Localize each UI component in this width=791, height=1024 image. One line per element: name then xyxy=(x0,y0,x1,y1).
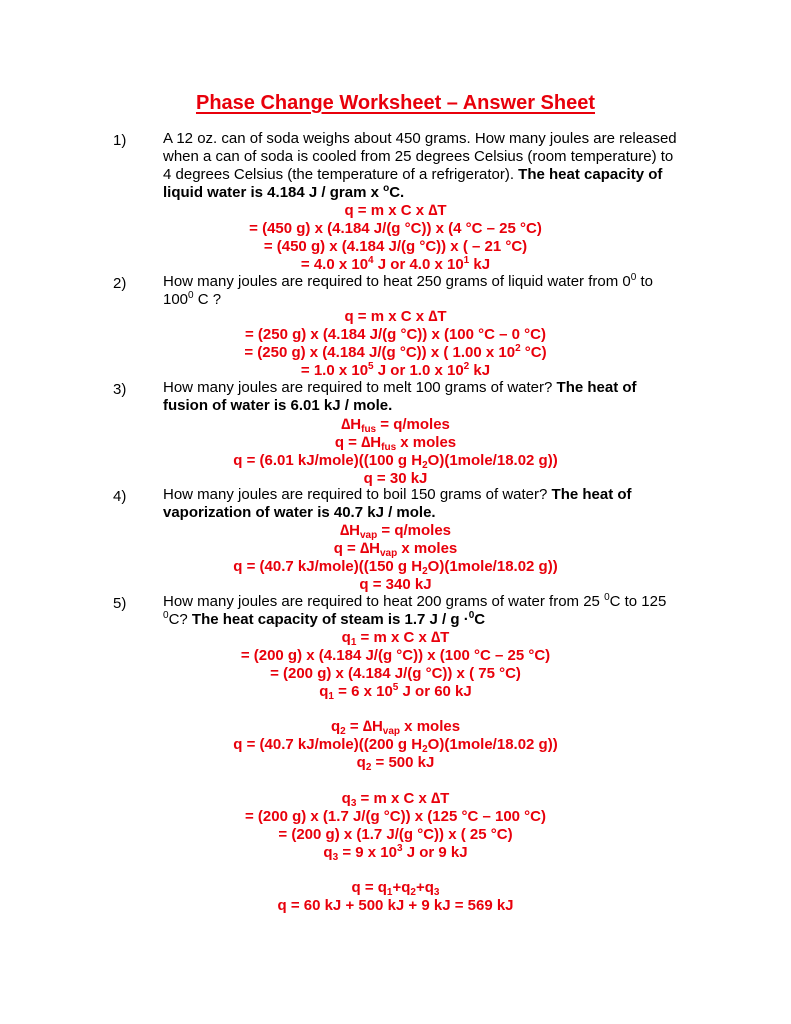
problem-3-text: How many joules are required to melt 100 grams of water? xyxy=(163,379,553,396)
problem-4-question xyxy=(163,486,683,522)
problem-4-text: How many joules are required to boil 150 grams of water? xyxy=(163,486,548,503)
problem-3-answer xyxy=(180,416,611,488)
answer-line: $\Delta H_{fus}$ = q/moles xyxy=(341,416,450,435)
problem-1-number: 1) xyxy=(113,132,127,149)
problem-4-answer xyxy=(180,522,611,594)
answer-line: = (200 g) x (1.7 J/(g °C)) x ( 25 °C) xyxy=(278,826,513,843)
page-title: Phase Change Worksheet – Answer Sheet xyxy=(195,92,596,114)
problem-4-note: The heat of vaporization of water is 40.7 kJ / mole. xyxy=(163,486,632,521)
answer-line: = (200 g) x (4.184 J/(g °C)) x (100 °C – 25 °C) xyxy=(240,647,551,664)
answer-line: = (250 g) x (4.184 J/(g °C)) x ( 1.00 x $10^2$ °C) xyxy=(244,343,547,361)
problem-4-number: 4) xyxy=(113,488,127,505)
problem-3-question xyxy=(163,379,683,415)
problem-5-number: 5) xyxy=(113,595,127,612)
problem-5-answer-total xyxy=(180,879,611,915)
problem-5-note: The heat capacity of steam is 1.7 J / g ·$^0$C xyxy=(191,610,486,628)
answer-line: $q_2 = 500$ kJ xyxy=(356,754,435,773)
problem-1-note: The heat capacity of liquid water is 4.184 J / gram x $^o$C. xyxy=(163,166,663,201)
problem-2-number: 2) xyxy=(113,275,127,292)
problem-1-answer xyxy=(180,202,611,274)
answer-line: = (450 g) x (4.184 J/(g °C)) x (4 °C – 25 °C) xyxy=(249,220,542,237)
problem-2-question: How many joules are required to heat 250 grams of liquid water from $0^0$ to $100^0$ C ? xyxy=(163,272,653,308)
answer-line: $q_2 = \Delta H_{vap}$ x moles xyxy=(330,718,461,737)
answer-line: = (250 g) x (4.184 J/(g °C)) x (100 °C – 0 °C) xyxy=(244,326,547,343)
problem-3-note: The heat of fusion of water is 6.01 kJ / mole. xyxy=(163,379,637,414)
answer-line: = (450 g) x (4.184 J/(g °C)) x ( – 21 °C) xyxy=(263,238,528,255)
problem-5-answer-q2 xyxy=(180,718,611,772)
answer-line: = (200 g) x (1.7 J/(g °C)) x (125 °C – 100 °C) xyxy=(244,808,547,825)
answer-line: $\Delta H_{vap}$ = q/moles xyxy=(339,522,452,541)
answer-line: q = 30 kJ xyxy=(363,470,428,487)
answer-line: $q = \Delta H_{fus}$ x moles xyxy=(334,434,457,453)
problem-1-text: A 12 oz. can of soda weighs about 450 grams. How many joules are released when a can of soda is cooled from 25 degrees Celsius (room temperature) to 4 degrees Celsius (the temperature of a refrigerator). xyxy=(163,130,677,183)
problem-5-text: How many joules are required to heat 200 grams of water from 25 $^0$C to 125 $^0$C? xyxy=(163,592,667,628)
problem-5-answer-q3 xyxy=(180,790,611,862)
answer-line: q = m x C x ∆T xyxy=(344,308,447,325)
answer-line: q = (40.7 kJ/mole)((200 g $H_2O)(1mole/18.02$ g)) xyxy=(233,736,558,755)
answer-line: $q_1 = m$ x C x ∆T xyxy=(341,629,450,648)
answer-line: = 4.0 x $10^4$ J or 4.0 x $10^1$ kJ xyxy=(300,255,491,273)
problem-3-number: 3) xyxy=(113,381,127,398)
answer-line: $q = \Delta H_{vap}$ x moles xyxy=(333,540,458,559)
answer-line: q = 60 kJ + 500 kJ + 9 kJ = 569 kJ xyxy=(277,897,514,914)
answer-line: q = (6.01 kJ/mole)((100 g $H_2O)(1mole/18.02$ g)) xyxy=(233,452,558,471)
answer-line: = 1.0 x $10^5$ J or 1.0 x $10^2$ kJ xyxy=(300,361,491,379)
problem-5-question xyxy=(163,593,683,629)
problem-2-answer xyxy=(180,308,611,380)
problem-1-question xyxy=(163,130,683,202)
answer-line: $q = q_1+q_2+q_3$ xyxy=(351,879,440,898)
answer-line: q = 340 kJ xyxy=(359,576,432,593)
answer-line: $q_1 = 6$ x $10^5$ J or 60 kJ xyxy=(319,682,472,702)
answer-line: $q_3 = m$ x C x ∆T xyxy=(341,790,450,809)
problem-5-answer-q1 xyxy=(180,629,611,701)
answer-line: q = (40.7 kJ/mole)((150 g $H_2O)(1mole/18.02$ g)) xyxy=(233,558,558,577)
answer-line: q = m x C x ∆T xyxy=(344,202,447,219)
answer-line: $q_3 = 9$ x $10^3$ J or 9 kJ xyxy=(323,843,468,863)
answer-line: = (200 g) x (4.184 J/(g °C)) x ( 75 °C) xyxy=(270,665,521,682)
